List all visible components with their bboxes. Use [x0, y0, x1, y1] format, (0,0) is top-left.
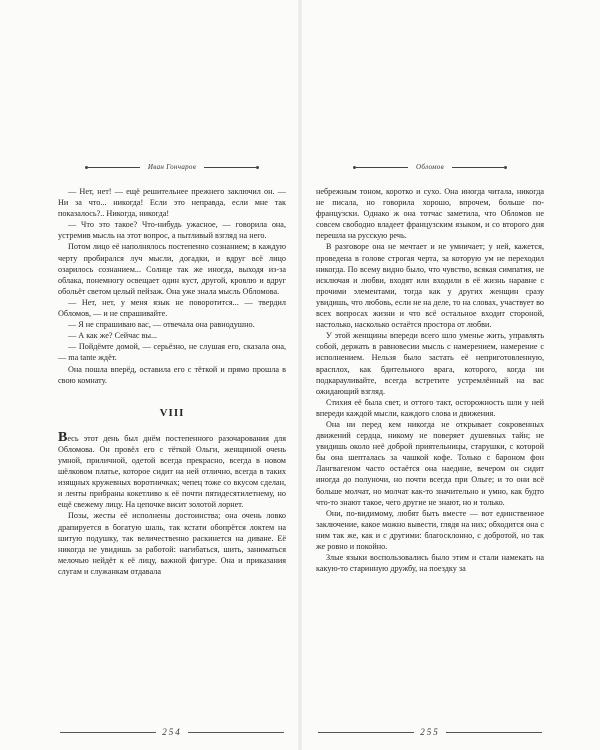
page-number: 254: [162, 727, 182, 737]
book-gutter: [298, 0, 302, 750]
paragraph: [58, 186, 286, 219]
paragraph-text: Позы, жесты её исполнены достоинства; она очень ловко драпируется в богатую шаль, так кстати обопрётся локтем на шитую подушку, так величественно раскинется на диване. Её никогда не увидишь за работой: нагибаться, шить, заниматься мелочью нейдёт к её лицу, важной фигуре. Она и приказания слугам и служанкам отдавала: [58, 511, 286, 576]
paragraph-text: есь этот день был днём постепенного разочарования для Обломова. Он провёл его с тёткой Ольги, женщиной очень умной, приличной, одетой всегда прекрасно, всегда в новом шёлковом платье, которое сидит на ней отлично, всегда в таких изящных кружевных воротничках; чепец тоже со вкусом сделан, и ленты прибраны кокетливо к её почти пятидесятилетнему, но ещё свежему лицу. На цепочке висит золотой лорнет.: [58, 433, 286, 510]
paragraph: [316, 330, 544, 397]
paragraph: [58, 364, 286, 386]
left-body-text: [58, 186, 286, 577]
paragraph-text: Стихия её была свет, и оттого такт, осторожность шли у ней впереди каждой мысли, каждого слова и движения.: [316, 397, 544, 418]
paragraph: [316, 552, 544, 574]
right-page: [316, 160, 544, 737]
paragraph-text: — А как же? Сейчас вы...: [68, 331, 158, 341]
paragraph: [58, 429, 286, 511]
right-folio: [316, 727, 544, 737]
right-running-head: [316, 160, 544, 174]
right-body-text: [316, 186, 544, 574]
left-folio: [58, 727, 286, 737]
running-head-title: Обломов: [416, 163, 444, 171]
paragraph-text: Они, по-видимому, любят быть вместе — вот единственное заключение, какое можно вывести, глядя на них; обходится она с ним так же, как и с другими: благосклонно, с добротой, но так же ровно и покойно.: [316, 508, 544, 551]
paragraph-text: — Нет, нет, у меня язык не поворотится... — твердил Обломов, — и не спрашивайте.: [58, 297, 286, 319]
paragraph: [316, 241, 544, 330]
page-number: 255: [420, 727, 440, 737]
paragraph-text: Она пошла вперёд, оставила его с тёткой и прямо прошла в свою комнату.: [58, 364, 286, 385]
ornament-rule: [452, 167, 504, 168]
drop-cap: В: [58, 429, 68, 445]
ornament-rule: [204, 167, 256, 168]
chapter-heading: VIII: [159, 406, 185, 419]
paragraph: [58, 341, 286, 363]
paragraph-text: Потом лицо её наполнялось постепенно сознанием; в каждую черту пробирался луч мысли, догадки, и вдруг всё лицо озарилось сознанием... Солнце так же иногда, выходя из-за облака, понемногу освещает один куст, другой, кровлю и вдруг обольёт светом целый пейзаж. Она уже знала мысль Обломова.: [58, 242, 286, 296]
paragraph: [58, 241, 286, 296]
paragraph-text: — Пойдёмте домой, — серьёзно, не слушая его, сказала она, — ma tante ждёт.: [58, 342, 286, 363]
folio-rule: [188, 732, 284, 733]
left-paragraphs-after: [58, 429, 286, 577]
paragraph-text: Злые языки воспользовались было этим и стали намекать на какую-то старинную дружбу, на поездку за: [316, 553, 544, 574]
paragraph: [316, 419, 544, 508]
paragraph: [58, 330, 286, 341]
paragraph-text: В разговоре она не мечтает и не умничает; у ней, кажется, проведена в голове строгая черта, за которую ум не переходил никогда. По всему видно было, что чувство, всякая симпатия, не исключая и любви, входят или входили в её жизнь наравне с прочими элементами, тогда как у других женщин сразу увидишь, что любовь, если не на деле, то на словах, участвует во всех вопросах жизни и что всё остальное входит стороной, настолько, насколько остаётся простора от любви.: [316, 242, 544, 330]
paragraph-text: — Что это такое? Что-нибудь ужасное, — говорила она, устремив мысль на этот вопрос, а пытливый взгляд на него.: [58, 220, 286, 241]
paragraph-text: Она ни перед кем никогда не открывает сокровенных движений сердца, никому не поверяет душевных тайн; не увидишь около неё доброй приятельницы, старушки, с которой бы она шепталась за чашкой кофе. Только с бароном фон Лангвагеном часто остаётся она наедине, вечером он сидит иногда до полуночи, но почти всегда при Ольге; и то они всё больше молчат, но молчат как-то значительно и умно, как будто что-то знают такое, чего другие не знают, но и только.: [316, 419, 544, 507]
ornament-rule: [88, 167, 140, 168]
left-paragraphs-before: [58, 186, 286, 386]
ornament-rule: [356, 167, 408, 168]
left-page: [58, 160, 286, 737]
running-head-author: Иван Гончаров: [147, 163, 197, 171]
paragraph: [58, 319, 286, 330]
paragraph: [316, 397, 544, 419]
paragraph-text: небрежным тоном, коротко и сухо. Она иногда читала, никогда не писала, но говорила хорошо, впрочем, больше по-французски. Однако ж она тотчас заметила, что Обломов не совсем свободно владеет французским языком, и со второго дня перешла на русскую речь.: [316, 187, 544, 241]
folio-rule: [60, 732, 156, 733]
paragraph-text: — Я не спрашиваю вас, — отвечала она равнодушно.: [68, 320, 255, 330]
left-running-head: [58, 160, 286, 174]
folio-rule: [446, 732, 542, 733]
paragraph: [58, 297, 286, 319]
paragraph: [58, 510, 286, 577]
paragraph: [316, 186, 544, 241]
paragraph: [316, 508, 544, 552]
paragraph-text: У этой женщины впереди всего шло уменье жить, управлять собой, держать в равновесии мысль с намерением, намерение с исполнением. Нельзя было застать её неприготовленную, врасплох, как бдительного врага, которого, когда ни подкарауливайте, всегда встретите устремлённый на вас ожидающий взгляд.: [316, 331, 544, 396]
paragraph-text: — Нет, нет! — ещё решительнее прежнего заключил он. — Ни за что... никогда! Если это неправда, если мне так показалось?.. Никогда, никогда!: [58, 187, 286, 219]
folio-rule: [318, 732, 414, 733]
paragraph: [58, 219, 286, 241]
